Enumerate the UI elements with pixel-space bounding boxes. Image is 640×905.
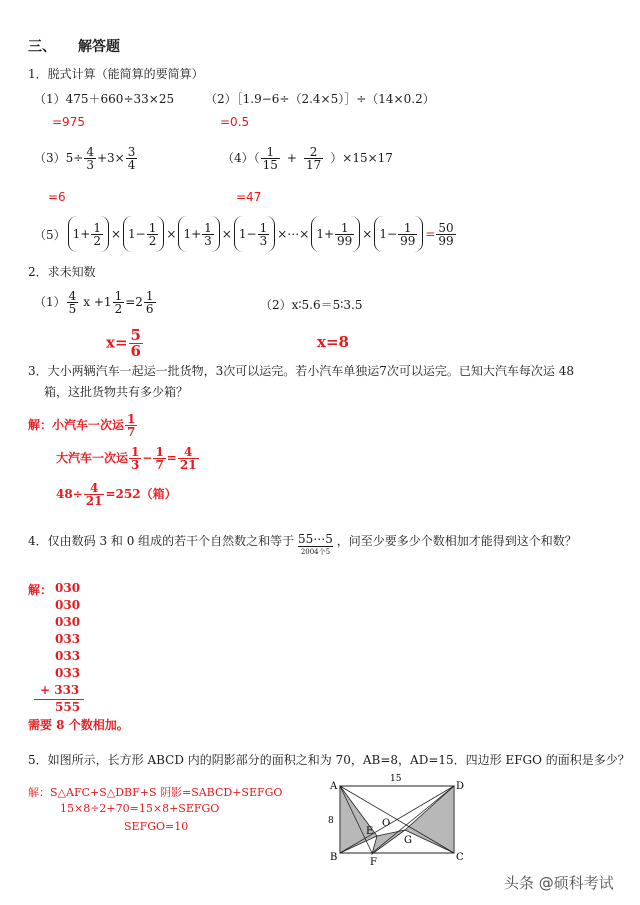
frac-den: 4 — [127, 158, 136, 172]
q4-row: + 333 — [40, 683, 80, 697]
frac-num: 1 — [340, 220, 349, 235]
paren-term — [123, 216, 164, 252]
frac-num: 1 — [204, 220, 212, 235]
frac-den: 5 — [68, 302, 77, 316]
frac-den: 3 — [204, 233, 212, 248]
q4-number — [298, 532, 333, 557]
frac-num: 1 — [259, 220, 268, 235]
q5-line1: 解：S△AFC+S△DBF+S 阴影=SABCD+SEFGO — [28, 786, 283, 799]
frac-den: 7 — [127, 425, 136, 439]
watermark: 头条 @硕科考试 — [504, 874, 614, 892]
q5-line3: SEFGO=10 — [124, 820, 189, 833]
frac-den: 21 — [85, 494, 103, 508]
q4-conclusion: 需要 8 个数相加。 — [28, 718, 129, 732]
q1-p3-mid: +3× — [96, 151, 125, 165]
frac-num: 1 — [145, 289, 154, 303]
section-number: 三、 — [28, 39, 56, 55]
label-8: 8 — [328, 816, 334, 826]
q4-row: 033 — [55, 632, 81, 646]
q3-step3-post: =252（箱） — [105, 487, 177, 501]
paren-term — [374, 216, 423, 252]
point-o: O — [382, 818, 391, 829]
term-sign: 1− — [238, 227, 257, 241]
q1-p2-answer: =0.5 — [220, 115, 250, 129]
q3-step3 — [56, 482, 177, 507]
q5-line2: 15×8÷2+70=15×8+SEFGO — [60, 802, 220, 815]
times-sign: × — [221, 227, 232, 241]
paren-term — [68, 216, 109, 252]
paren-term — [311, 216, 360, 252]
frac-den: 99 — [337, 233, 353, 248]
frac-num: 2 — [309, 145, 318, 159]
frac-den: 3 — [86, 158, 94, 172]
q2-eq1-eq: =2 — [125, 295, 143, 309]
paren-term — [178, 216, 219, 252]
frac-den: 6 — [130, 342, 141, 360]
frac-den: 15 — [262, 158, 278, 172]
q3-step1 — [28, 413, 138, 438]
q1-p3-answer: =6 — [48, 190, 66, 204]
q1-p1-answer: =975 — [52, 115, 85, 129]
q4-row: 030 — [55, 615, 81, 629]
point-e: E — [366, 826, 374, 837]
q4-number-value: 55⋯5 — [298, 532, 333, 546]
frac-den: 2 — [93, 233, 101, 248]
term-sign: 1+ — [183, 227, 202, 241]
frac-num: 3 — [127, 145, 136, 159]
point-g: G — [404, 835, 412, 846]
frac-num: 1 — [127, 412, 136, 426]
frac-den: 2 — [114, 302, 123, 316]
frac-num: 50 — [438, 220, 454, 235]
q1-title: 1．脱式计算（能简算的要简算） — [28, 67, 204, 81]
q3-line1: 3．大小两辆汽车一起运一批货物，3次可以运完。若小汽车单独运7次可以运完。已知大汽车每次运 48 — [28, 364, 574, 378]
frac-num: 4 — [184, 445, 193, 459]
q2-eq1-label: （1） — [34, 295, 66, 309]
times-sign: × — [166, 227, 177, 241]
paren-term — [234, 216, 275, 252]
q4-row: 033 — [55, 666, 81, 680]
q4-number-brace: 2004个5 — [300, 548, 331, 556]
frac-den: 2 — [148, 233, 157, 248]
times-sign: × — [362, 227, 373, 241]
q2-eq1 — [34, 290, 157, 315]
q2-answer1 — [106, 328, 144, 359]
q1-p4-label: （4）（ — [222, 151, 260, 165]
term-sign: 1− — [379, 227, 398, 241]
q1-p4-plus: + — [286, 151, 297, 165]
frac-den: 17 — [305, 158, 322, 172]
frac-num: 1 — [403, 220, 412, 235]
q1-p5-label: （5） — [34, 227, 66, 242]
q2-title: 2．求未知数 — [28, 265, 96, 279]
q2-eq2: （2）x∶5.6＝5∶3.5 — [260, 298, 363, 312]
q1-p2-expression: （2）［1.9−6÷（2.4×5）］÷（14×0.2） — [205, 92, 435, 106]
frac-num: 5 — [130, 326, 141, 344]
section-title: 解答题 — [78, 39, 120, 55]
label-15: 15 — [390, 774, 402, 784]
q3-step2-pre: 大汽车一次运 — [56, 451, 129, 465]
q1-p3-label: （3）5÷ — [34, 151, 84, 165]
q2-answer1-pre: x= — [106, 333, 128, 352]
term-sign: 1+ — [316, 227, 335, 241]
frac-den: 3 — [259, 233, 268, 248]
vertex-d: D — [456, 781, 465, 792]
frac-den: 99 — [438, 233, 454, 248]
q1-p5-result — [436, 222, 455, 247]
q1-p4-answer: =47 — [236, 190, 262, 204]
q1-p1-expression: （1）475＋660÷33×25 — [34, 92, 175, 106]
frac-den: 21 — [179, 458, 197, 472]
vertex-c: C — [456, 852, 464, 863]
term-sign: 1+ — [72, 227, 91, 241]
q3-step3-pre: 48÷ — [56, 487, 83, 501]
q4-row: 030 — [55, 598, 81, 612]
q5-figure — [320, 768, 470, 868]
q4-row: 033 — [55, 649, 81, 663]
frac-den: 99 — [400, 233, 416, 248]
q3-step2 — [56, 446, 200, 471]
times-sign: × — [110, 227, 122, 241]
frac-num: 1 — [93, 220, 101, 235]
frac-num: 1 — [266, 145, 275, 159]
frac-num: 4 — [89, 481, 99, 495]
q4-row: 030 — [55, 581, 81, 595]
vertex-a: A — [330, 781, 338, 792]
frac-num: 4 — [86, 145, 94, 159]
q3-step1-pre: 解：小汽车一次运 — [28, 418, 125, 432]
vertex-b: B — [330, 852, 338, 863]
minus-sign: − — [142, 451, 153, 465]
q2-eq1-mid: x +1 — [83, 295, 112, 309]
frac-num: 1 — [155, 445, 164, 459]
frac-den: 6 — [145, 302, 154, 316]
equals-sign: = — [425, 227, 436, 241]
q4-text — [28, 532, 577, 557]
q1-p4-expression — [222, 146, 393, 171]
dots-sign: ×⋯× — [277, 227, 310, 241]
q4-text-main: 4．仅由数码 3 和 0 组成的若干个自然数之和等于 — [28, 534, 295, 548]
frac-num: 1 — [114, 289, 123, 303]
q4-solution-label: 解： — [28, 583, 53, 597]
term-sign: 1− — [128, 227, 146, 241]
q5-text: 5．如图所示，长方形 ABCD 内的阴影部分的面积之和为 70，AB=8，AD=15．四边形 EFGO 的面积是多少？ — [28, 753, 630, 767]
frac-num: 1 — [131, 445, 140, 459]
q1-p4-tail: ）×15×17 — [330, 151, 393, 165]
q4-row-total: 555 — [55, 700, 81, 714]
q1-p5-expression — [34, 216, 457, 252]
q4-text-tail: ，问至少要多少个数相加才能得到这个和数？ — [336, 534, 577, 548]
frac-den: 3 — [131, 458, 140, 472]
q2-answer2: x=8 — [317, 333, 349, 351]
equals-sign: = — [166, 451, 177, 465]
point-f: F — [370, 857, 377, 868]
frac-num: 1 — [148, 220, 157, 235]
frac-den: 7 — [155, 458, 164, 472]
q1-p3-expression — [34, 146, 138, 171]
q3-line2: 箱，这批货物共有多少箱？ — [44, 385, 189, 399]
frac-num: 4 — [68, 289, 77, 303]
